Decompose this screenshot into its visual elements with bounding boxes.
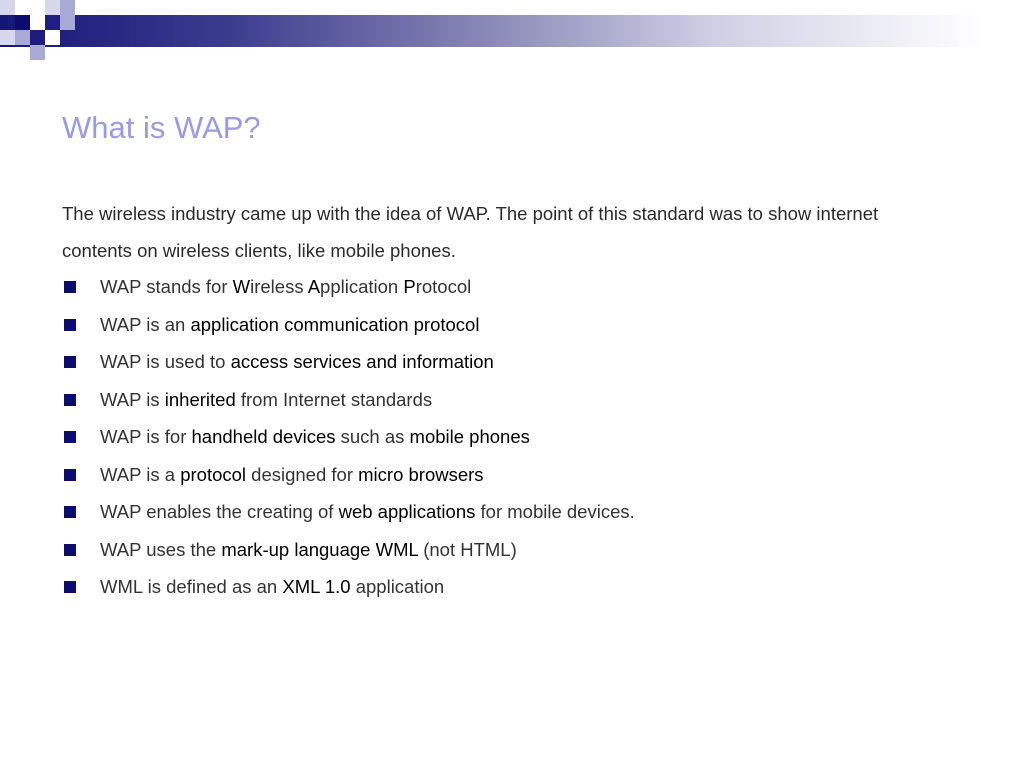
bullet-text: (not HTML) [418,538,517,560]
bullet-text: WML is defined as an [100,576,283,597]
decor-square [15,15,30,30]
bullet-text: application [350,576,445,597]
bullet-text: WAP stands for [100,276,233,297]
square-bullet-icon [64,356,76,368]
decor-square [45,30,60,45]
bullet-item [62,381,635,419]
bullet-emphasis-text: micro browsers [358,463,484,485]
bullet-emphasis-text: mobile phones [409,426,530,447]
decor-square [60,0,75,15]
decor-square [45,0,60,15]
bullet-emphasis-text: mark-up language WML [221,538,419,560]
bullet-item [62,568,635,606]
decor-square [0,30,15,45]
bullet-item [62,343,635,381]
bullet-emphasis-text: W [232,276,251,297]
bullet-emphasis-text: web applications [338,501,476,522]
bullet-text: rotocol [415,276,472,297]
bullet-item [62,418,635,456]
slide-title: What is WAP? [62,110,261,145]
bullet-emphasis-text: XML 1.0 [282,576,351,597]
bullet-emphasis-text: handheld devices [191,426,336,447]
intro-paragraph: The wireless industry came up with the idea of WAP. The point of this standard was to show internet contents on wireless clients, like mobile phones. [62,203,879,261]
square-bullet-icon [64,319,76,331]
bullet-item [62,493,635,531]
bullet-text: WAP is used to [100,351,231,372]
bullet-text: pplication [320,276,404,297]
bullet-text: WAP is an [100,313,191,335]
bullet-text: WAP enables the creating of [100,501,339,522]
bullet-emphasis-text: protocol [180,463,247,485]
decor-square [0,0,15,15]
square-bullet-icon [64,544,76,556]
square-bullet-icon [64,469,76,481]
bullet-text: WAP uses the [100,538,222,560]
bullet-text: ireless [250,276,308,297]
square-bullet-icon [64,394,76,406]
bullet-emphasis-text: P [403,276,416,297]
bullet-text: for mobile devices. [475,501,635,522]
bullet-emphasis-text: application communication protocol [190,313,480,335]
bullet-item [62,456,635,494]
decor-square [30,15,45,30]
square-bullet-icon [64,281,76,293]
bullet-text: such as [335,426,410,447]
bullet-list [62,268,635,606]
bullet-text: WAP is [100,388,165,410]
square-bullet-icon [64,506,76,518]
header-gradient-band [0,15,1024,47]
decor-square [30,45,45,60]
square-bullet-icon [64,581,76,593]
bullet-emphasis-text: inherited [164,388,236,410]
bullet-text: designed for [246,463,359,485]
bullet-item [62,531,635,569]
decor-square [60,15,75,30]
bullet-text: WAP is a [100,463,181,485]
bullet-text: WAP is for [100,426,192,447]
bullet-emphasis-text: access services and information [230,351,494,372]
bullet-text: from Internet standards [235,388,433,410]
bullet-item [62,268,635,306]
bullet-emphasis-text: A [307,276,321,297]
bullet-item [62,306,635,344]
square-bullet-icon [64,431,76,443]
decor-square [15,30,30,45]
